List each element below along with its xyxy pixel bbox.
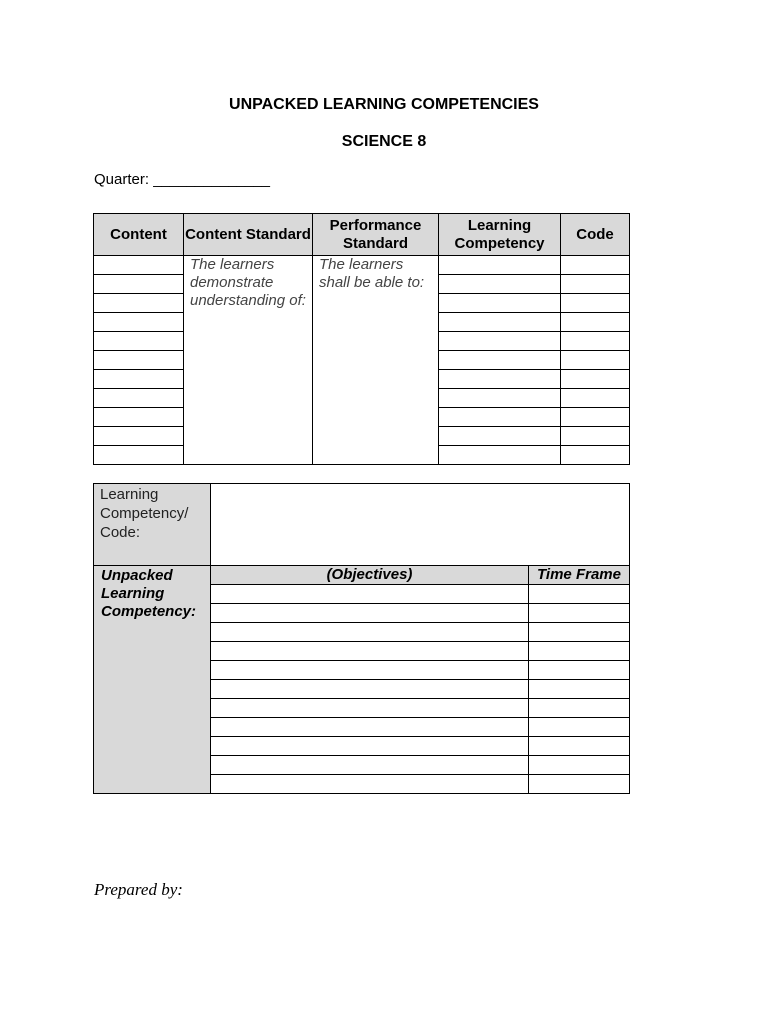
quarter-blank: ______________ (153, 171, 270, 188)
learning-competency-cell[interactable] (439, 446, 561, 465)
objective-cell[interactable] (211, 680, 529, 699)
code-cell[interactable] (561, 256, 630, 275)
time-frame-cell[interactable] (529, 585, 630, 604)
quarter-field (94, 171, 270, 188)
time-frame-cell[interactable] (529, 661, 630, 680)
learning-competency-cell[interactable] (439, 294, 561, 313)
code-cell[interactable] (561, 408, 630, 427)
prepared-by-label: Prepared by: (94, 880, 183, 899)
content-cell[interactable] (94, 370, 184, 389)
header-learning-competency: Learning Competency (439, 214, 561, 256)
header-performance-standard: Performance Standard (313, 214, 439, 256)
time-frame-cell[interactable] (529, 642, 630, 661)
objective-cell[interactable] (211, 623, 529, 642)
objective-cell[interactable] (211, 661, 529, 680)
content-cell[interactable] (94, 408, 184, 427)
content-cell[interactable] (94, 313, 184, 332)
code-cell[interactable] (561, 294, 630, 313)
time-frame-header: Time Frame (529, 566, 630, 585)
time-frame-cell[interactable] (529, 604, 630, 623)
unpacked-label: Unpacked Learning Competency: (101, 567, 197, 620)
learning-competency-cell[interactable] (439, 427, 561, 446)
header-content: Content (94, 214, 184, 256)
learning-competency-cell[interactable] (439, 408, 561, 427)
learning-competency-cell[interactable] (439, 351, 561, 370)
content-cell[interactable] (94, 446, 184, 465)
document-title: UNPACKED LEARNING COMPETENCIES (229, 96, 539, 113)
content-cell[interactable] (94, 389, 184, 408)
learning-competency-cell[interactable] (439, 313, 561, 332)
objective-cell[interactable] (211, 756, 529, 775)
table-row (94, 256, 630, 275)
header-content-standard: Content Standard (184, 214, 313, 256)
lc-code-label-cell (94, 484, 211, 566)
code-cell[interactable] (561, 370, 630, 389)
content-cell[interactable] (94, 275, 184, 294)
code-cell[interactable] (561, 351, 630, 370)
lc-code-label: Learning Competency/ Code: (100, 486, 189, 541)
time-frame-cell[interactable] (529, 680, 630, 699)
learning-competency-cell[interactable] (439, 370, 561, 389)
learning-competency-cell[interactable] (439, 275, 561, 294)
header-code: Code (561, 214, 630, 256)
content-standard-cell[interactable] (184, 256, 313, 465)
code-cell[interactable] (561, 446, 630, 465)
content-cell[interactable] (94, 427, 184, 446)
time-frame-cell[interactable] (529, 775, 630, 794)
content-cell[interactable] (94, 294, 184, 313)
objective-cell[interactable] (211, 604, 529, 623)
code-cell[interactable] (561, 332, 630, 351)
time-frame-cell[interactable] (529, 737, 630, 756)
performance-standard-text: The learners shall be able to: (319, 256, 425, 291)
content-standard-text: The learners demonstrate understanding of: (190, 256, 306, 309)
objective-cell[interactable] (211, 718, 529, 737)
code-cell[interactable] (561, 313, 630, 332)
objectives-header: (Objectives) (211, 566, 529, 585)
objective-cell[interactable] (211, 642, 529, 661)
objective-cell[interactable] (211, 585, 529, 604)
time-frame-cell[interactable] (529, 718, 630, 737)
time-frame-cell[interactable] (529, 623, 630, 642)
quarter-label: Quarter: (94, 171, 150, 188)
objective-cell[interactable] (211, 737, 529, 756)
objective-cell[interactable] (211, 775, 529, 794)
unpacking-table (93, 483, 630, 794)
time-frame-cell[interactable] (529, 756, 630, 775)
performance-standard-cell[interactable] (313, 256, 439, 465)
content-cell[interactable] (94, 351, 184, 370)
document-subtitle: SCIENCE 8 (341, 133, 427, 150)
code-cell[interactable] (561, 389, 630, 408)
unpacked-label-cell (94, 566, 211, 794)
content-cell[interactable] (94, 332, 184, 351)
objective-cell[interactable] (211, 699, 529, 718)
time-frame-cell[interactable] (529, 699, 630, 718)
content-cell[interactable] (94, 256, 184, 275)
lc-code-value-cell[interactable] (211, 484, 630, 566)
learning-competency-cell[interactable] (439, 389, 561, 408)
competency-table (93, 213, 630, 465)
code-cell[interactable] (561, 427, 630, 446)
learning-competency-cell[interactable] (439, 332, 561, 351)
learning-competency-cell[interactable] (439, 256, 561, 275)
code-cell[interactable] (561, 275, 630, 294)
